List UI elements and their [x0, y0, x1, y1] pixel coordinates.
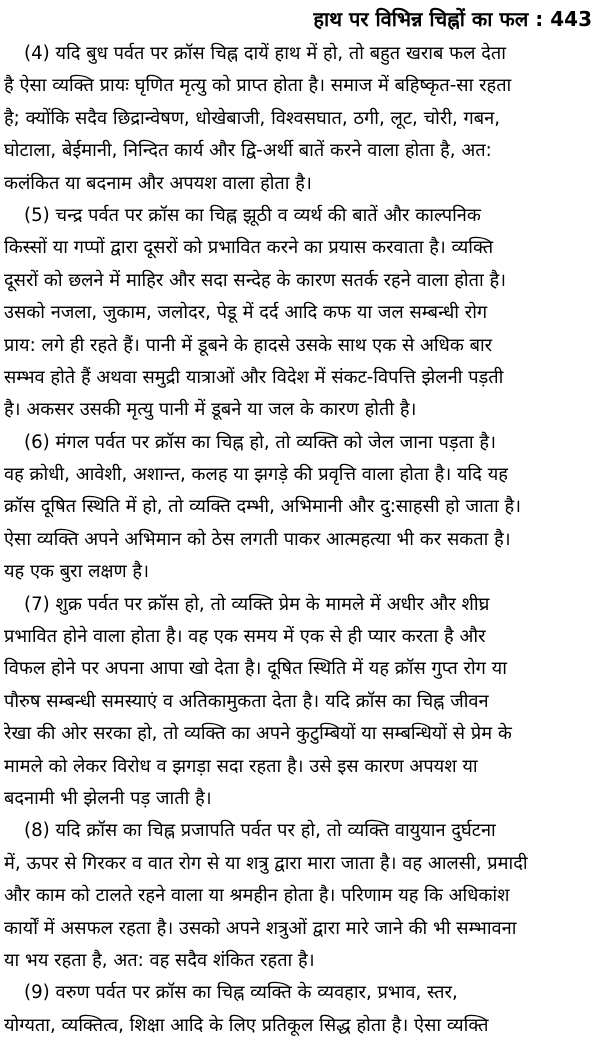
paragraph-6-line: (6) मंगल पर्वत पर क्रॉस का चिह्न हो, तो व्यक्ति को जेल जाना पड़ता है।: [24, 431, 496, 453]
running-header: हाथ पर विभिन्न चिह्नों का फल : 443: [313, 7, 592, 31]
paragraph-6-line: वह क्रोधी, आवेशी, अशान्त, कलह या झगड़े की प्रवृत्ति वाला होता है। यदि यह: [4, 464, 508, 486]
paragraph-5-line: (5) चन्द्र पर्वत पर क्रॉस का चिह्न झूठी व व्यर्थ की बातें और काल्पनिक: [24, 204, 481, 226]
body-text: [4, 38, 596, 1042]
paragraph-7-line: बदनामी भी झेलनी पड़ जाती है।: [4, 787, 212, 809]
paragraph-4-line: (4) यदि बुध पर्वत पर क्रॉस चिह्न दायें हाथ में हो, तो बहुत खराब फल देता: [24, 43, 507, 64]
paragraph-8-line: और काम को टालते रहने वाला या श्रमहीन होता है। परिणाम यह कि अधिकांश: [4, 885, 510, 907]
paragraph-4-line: है; क्योंकि सदैव छिद्रान्वेषण, धोखेबाजी, विश्वसघात, ठगी, लूट, चोरी, गबन,: [4, 107, 501, 129]
paragraph-9-line: (9) वरुण पर्वत पर क्रॉस का चिह्न व्यक्ति के व्यवहार, प्रभाव, स्तर,: [24, 982, 458, 1004]
paragraph-5-line: है। अकसर उसकी मृत्यु पानी में डूबने या जल के कारण होती है।: [4, 399, 417, 421]
paragraph-7-line: प्रभावित होने वाला होता है। वह एक समय में एक से ही प्यार करता है और: [4, 626, 486, 648]
paragraph-8-line: (8) यदि क्रॉस का चिह्न प्रजापति पर्वत पर हो, तो व्यक्ति वायुयान दुर्घटना: [24, 820, 496, 842]
paragraph-5-line: सम्भव होते हैं अथवा समुद्री यात्राओं और विदेश में संकट-विपत्ति झेलनी पड़ती: [4, 366, 504, 388]
paragraph-4-line: है ऐसा व्यक्ति प्रायः घृणित मृत्यु को प्राप्त होता है। समाज में बहिष्कृत-सा रहता: [4, 75, 512, 97]
paragraph-8-line: या भय रहता है, अत: वह सदैव शंकित रहता है।: [4, 949, 315, 971]
paragraph-4-line: कलंकित या बदनाम और अपयश वाला होता है।: [4, 172, 312, 194]
paragraph-6-line: क्रॉस दूषित स्थिति में हो, तो व्यक्ति दम्भी, अभिमानी और दु:साहसी हो जाता है।: [4, 496, 522, 518]
paragraph-7-line: (7) शुक्र पर्वत पर क्रॉस हो, तो व्यक्ति प्रेम के मामले में अधीर और शीघ्र: [24, 593, 490, 615]
paragraph-6-line: ऐसा व्यक्ति अपने अभिमान को ठेस लगती पाकर आत्महत्या भी कर सकता है।: [4, 528, 511, 550]
paragraph-4-line: घोटाला, बेईमानी, निन्दित कार्य और द्वि-अर्थी बातें करने वाला होता है, अत:: [4, 140, 492, 162]
paragraph-5-line: दूसरों को छलने में माहिर और सदा सन्देह के कारण सतर्क रहने वाला होता है।: [4, 269, 507, 291]
paragraph-8-line: में, ऊपर से गिरकर व वात रोग से या शत्रु द्वारा मारा जाता है। वह आलसी, प्रमादी: [4, 852, 528, 874]
paragraph-6-line: यह एक बुरा लक्षण है।: [4, 561, 149, 583]
paragraph-7-line: मामले को लेकर विरोध व झगड़ा सदा रहता है। उसे इस कारण अपयश या: [4, 755, 478, 777]
paragraph-5-line: उसको नजला, जुकाम, जलोदर, पेडू में दर्द आदि कफ या जल सम्बन्धी रोग: [4, 302, 488, 324]
paragraph-8-line: कार्यों में असफल रहता है। उसको अपने शत्रुओं द्वारा मारे जाने की भी सम्भावना: [4, 917, 517, 939]
paragraph-7-line: रेखा की ओर सरका हो, तो व्यक्ति का अपने कुटुम्बियों या सम्बन्धियों से प्रेम के: [4, 723, 512, 745]
paragraph-5-line: प्राय: लगे ही रहते हैं। पानी में डूबने के हादसे उसके साथ एक से अधिक बार: [4, 334, 493, 356]
paragraph-7-line: विफल होने पर अपना आपा खो देता है। दूषित स्थिति में यह क्रॉस गुप्त रोग या: [4, 658, 507, 680]
paragraph-5-line: किस्सों या गप्पों द्वारा दूसरों को प्रभावित करने का प्रयास करवाता है। व्यक्ति: [4, 237, 494, 259]
paragraph-7-line: पौरुष सम्बन्धी समस्याएं व अतिकामुकता देता है। यदि क्रॉस का चिह्न जीवन: [4, 690, 489, 712]
paragraph-9-line: योग्यता, व्यक्तित्व, शिक्षा आदि के लिए प्रतिकूल सिद्ध होता है। ऐसा व्यक्ति: [4, 1014, 489, 1036]
